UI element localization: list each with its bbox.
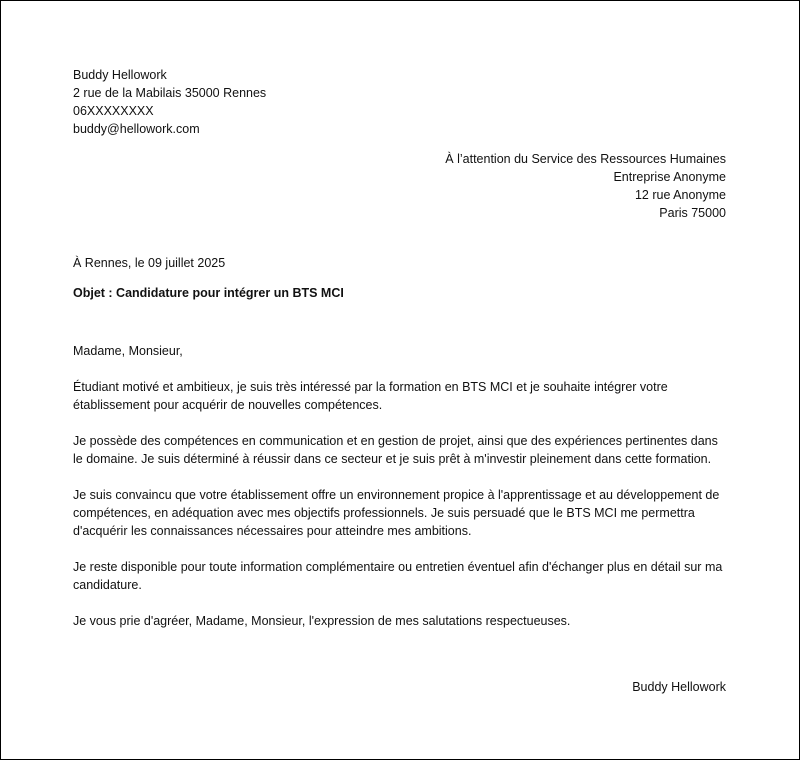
body-paragraph: Je reste disponible pour toute information complémentaire ou entretien éventuel afin d'échanger plus en détail sur ma candidature. <box>73 560 723 592</box>
body-paragraph: Je possède des compétences en communication et en gestion de projet, ainsi que des expériences pertinentes dans le domaine. Je suis déterminé à réussir dans ce secteur et je suis prêt à m'investir pleinement dans cette formation. <box>73 434 718 466</box>
recipient-city: Paris 75000 <box>659 206 726 220</box>
letter-date: À Rennes, le 09 juillet 2025 <box>73 256 226 270</box>
salutation: Madame, Monsieur, <box>73 344 183 358</box>
sender-address: 2 rue de la Mabilais 35000 Rennes <box>73 86 267 100</box>
sender-email: buddy@hellowork.com <box>73 122 200 136</box>
recipient-block <box>445 150 726 222</box>
recipient-company: Entreprise Anonyme <box>613 170 726 184</box>
sender-name: Buddy Hellowork <box>73 68 167 82</box>
body-paragraph: Étudiant motivé et ambitieux, je suis très intéressé par la formation en BTS MCI et je souhaite intégrer votre établissement pour acquérir de nouvelles compétences. <box>73 380 668 412</box>
body-paragraph: Je suis convaincu que votre établissement offre un environnement propice à l'apprentissage et au développement de compétences, en adéquation avec mes objectifs professionnels. Je suis persuadé que le BTS MCI me permettra d'acquérir les connaissances nécessaires pour atteindre mes ambitions. <box>73 488 720 538</box>
recipient-attention: À l’attention du Service des Ressources Humaines <box>445 152 726 166</box>
sender-phone: 06XXXXXXXX <box>73 104 154 118</box>
recipient-street: 12 rue Anonyme <box>634 188 726 202</box>
closing-paragraph: Je vous prie d'agréer, Madame, Monsieur, l'expression de mes salutations respectueuses. <box>73 614 571 628</box>
signature: Buddy Hellowork <box>632 680 726 694</box>
letter-body <box>73 342 729 648</box>
letter-subject: Objet : Candidature pour intégrer un BTS MCI <box>73 286 344 300</box>
sender-block <box>73 66 266 138</box>
